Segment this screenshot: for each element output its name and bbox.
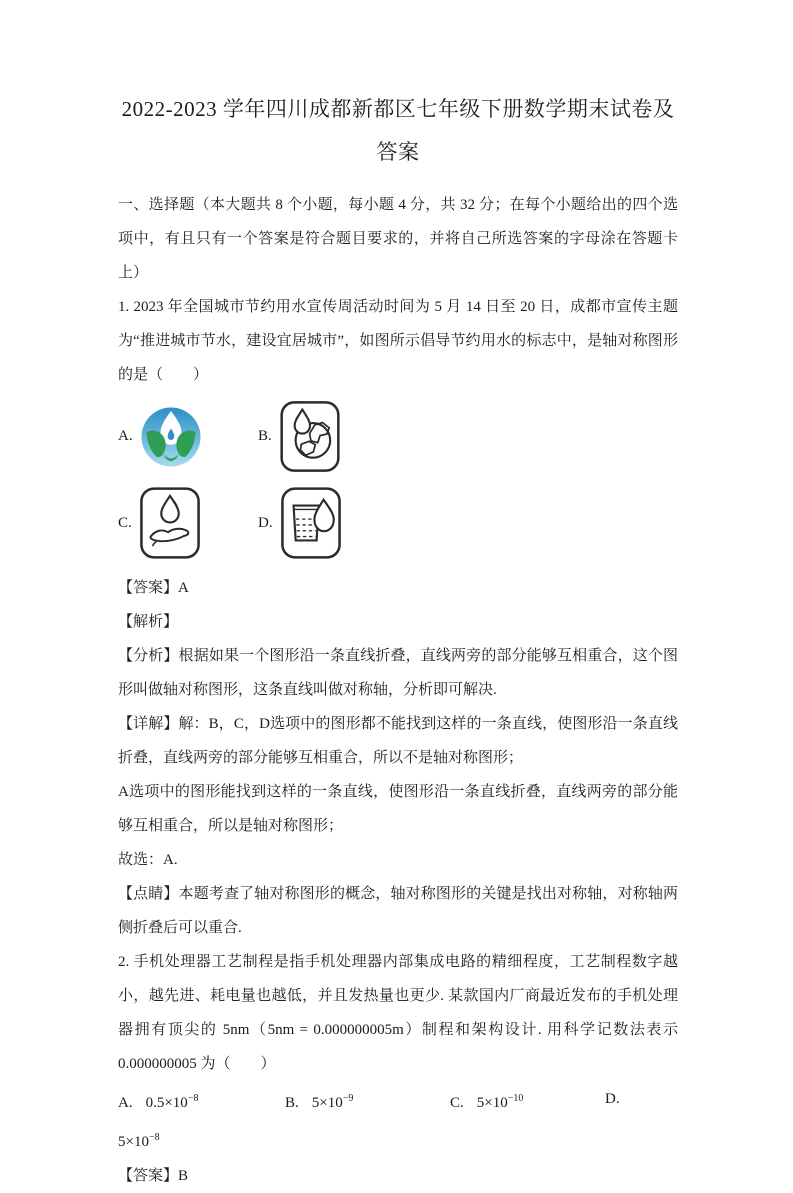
q2-option-d-exponent: −8: [148, 1132, 160, 1144]
q1-option-a: [118, 400, 258, 473]
q2-answer: 【答案】B: [118, 1168, 189, 1185]
q2-option-d-label: D.: [605, 1091, 620, 1108]
q2-option-a: [118, 1081, 285, 1121]
q2-option-c-exponent: −10: [507, 1093, 524, 1105]
q1-option-a-label: A.: [118, 428, 133, 445]
q2-option-b-exponent: −9: [342, 1093, 354, 1105]
q2-option-c-value: [477, 1081, 524, 1121]
q2-option-a-exponent: −8: [187, 1093, 199, 1105]
q1-analysis-label: 【解析】: [118, 614, 179, 631]
q1-option-d: [258, 485, 548, 561]
q2-option-a-label: A.: [118, 1095, 133, 1112]
q2-option-b-label: B.: [285, 1095, 299, 1112]
globe-water-drop-icon: [279, 400, 341, 473]
question2-options: [118, 1081, 678, 1121]
q1-analysis: 【分析】根据如果一个图形沿一条直线折叠，直线两旁的部分能够互相重合，这个图形叫做轴对称图形，这条直线叫做对称轴，分析即可解决.: [118, 648, 678, 699]
q2-option-c-base: 5×10: [476, 1095, 508, 1112]
q2-option-a-base: 0.5×10: [145, 1095, 188, 1112]
q2-option-b-base: 5×10: [311, 1095, 343, 1112]
page-title: [118, 88, 678, 174]
q1-option-c: [118, 485, 258, 561]
q2-option-d-value: [118, 1121, 678, 1159]
q2-option-c: [450, 1081, 605, 1121]
page-title-line-1: 2022-2023 学年四川成都新都区七年级下册数学期末试卷及: [121, 97, 675, 121]
q1-conclusion: 故选：A.: [118, 852, 178, 869]
hand-water-drop-icon: [139, 485, 201, 561]
q1-note: 【点睛】本题考查了轴对称图形的概念，轴对称图形的关键是找出对称轴，对称轴两侧折叠后可以重合.: [118, 886, 678, 937]
q1-detail-paragraph-1: 【详解】解：B，C，D选项中的图形都不能找到这样的一条直线，使图形沿一条直线折叠，直线两旁的部分能够互相重合，所以不是轴对称图形；: [118, 716, 678, 767]
cup-water-drop-icon: [280, 485, 342, 561]
section-heading: 一、选择题（本大题共 8 个小题，每小题 4 分，共 32 分；在每个小题给出的四个选项中，有且只有一个答案是符合题目要求的，并将自己所选答案的字母涂在答题卡上）: [118, 197, 678, 282]
question2-stem: 2. 手机处理器工艺制程是指手机处理器内部集成电路的精细程度，工艺制程数字越小，越先进、耗电量也越低，并且发热量也更少. 某款国内厂商最近发布的手机处理器拥有顶尖的 5nm（5nm = 0.000000005m）制程和架构设计. 用科学记数法表示 0.000000005 为（ ）: [118, 954, 678, 1073]
q1-option-b: [258, 400, 548, 473]
q2-option-b-value: [312, 1081, 354, 1121]
question1-stem: 1. 2023 年全国城市节约用水宣传周活动时间为 5 月 14 日至 20 日，成都市宣传主题为“推进城市节水，建设宜居城市”，如图所示倡导节约用水的标志中，是轴对称图形的是（ ）: [118, 299, 678, 384]
water-conservation-emblem-icon: [140, 405, 202, 469]
question1-options: [118, 400, 548, 561]
q2-option-d-base: 5×10: [118, 1134, 149, 1151]
q1-answer: 【答案】A: [118, 580, 189, 597]
page-title-line-2: 答案: [376, 140, 420, 165]
q2-option-a-value: [146, 1081, 199, 1121]
q1-option-b-label: B.: [258, 428, 272, 445]
q2-option-d: [605, 1081, 633, 1121]
q2-option-c-label: C.: [450, 1095, 464, 1112]
q1-detail-paragraph-2: A选项中的图形能找到这样的一条直线，使图形沿一条直线折叠，直线两旁的部分能够互相重合，所以是轴对称图形；: [118, 784, 678, 835]
q2-option-b: [285, 1081, 450, 1121]
q1-option-c-label: C.: [118, 514, 132, 531]
q1-option-d-label: D.: [258, 514, 273, 531]
